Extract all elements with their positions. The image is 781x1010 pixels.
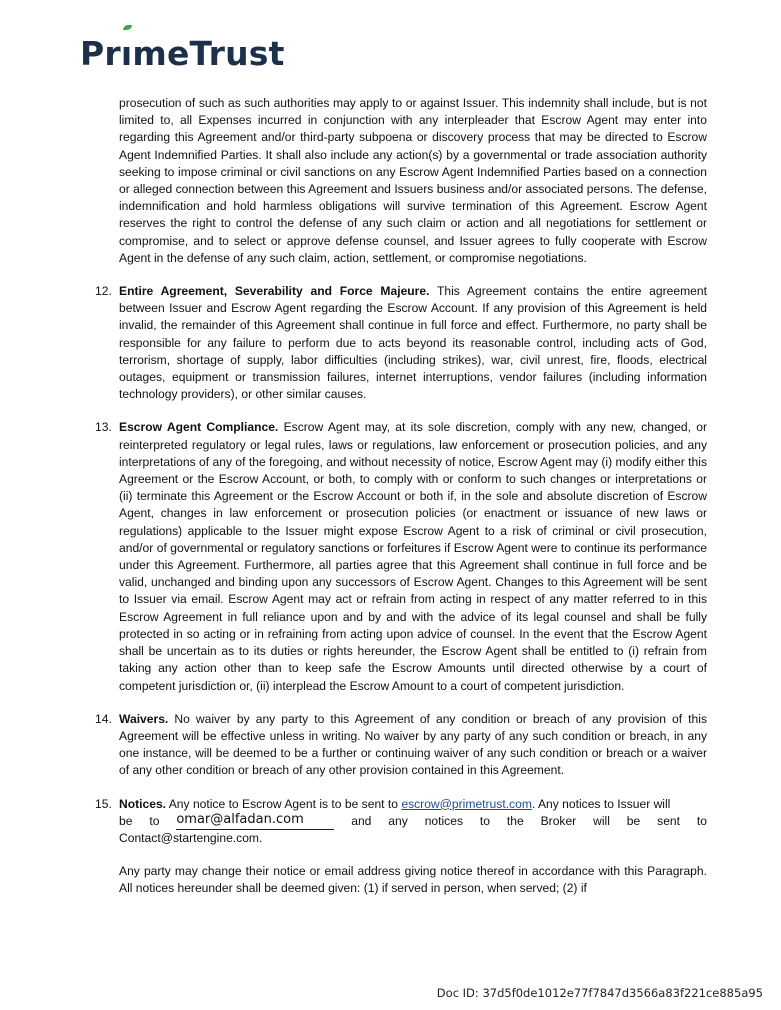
section-number: 13. — [95, 420, 112, 435]
issuer-email-field: omar@alfadan.com — [176, 813, 334, 830]
word: the — [506, 813, 524, 828]
word: sent — [657, 813, 680, 828]
continuation-paragraph: prosecution of such as such authorities may apply to or against Issuer. This indemnity shall include, but is not limited to, all Expenses incurred in conjunction with any interpleader that Escrow Agent may enter into regarding this Agreement and/or third-party subpoena or discovery process that may be directed to Escrow Agent Indemnified Parties. It shall also include any action(s) by a governmental or trade association authority seeking to impose criminal or civil sanctions on any Escrow Agent Indemnified Parties based on a connection or alleged connection between this Agreement and Issuers business and/or associated persons. The defense, indemnification and hold harmless obligations will survive termination of this Agreement. Escrow Agent reserves the right to control the defense of any such claim or action and all negotiations for settlement or compromise, and to select or approve defense counsel, and Issuer agrees to fully cooperate with Escrow Agent in the defense of any such claim, action, settlement, or compromise negotiations. — [119, 96, 707, 265]
section-number: 15. — [95, 796, 112, 811]
section-body — [119, 711, 707, 780]
word: and — [351, 813, 372, 828]
section-body — [119, 419, 707, 694]
word: will — [593, 813, 610, 828]
word: any — [388, 813, 408, 828]
section-body — [119, 283, 707, 403]
document-body — [95, 95, 707, 898]
section-text: Escrow Agent may, at its sole discretion, comply with any new, changed, or reinterpreted regulatory or legal rules, laws or regulations, law enforcement or prosecution policies, and any interpretations of any of the foregoing, and without necessity of notice, Escrow Agent may (i) modify either this Agreement or the Escrow Account, or both, to comply with or conform to such changes or interpretations or (ii) terminate this Agreement or the Escrow Account or both if, in the sole and absolute discretion of Escrow Agent, changes in law enforcement or prosecution policies (or enactment or issuance of new laws or regulations) applicable to the Issuer might expose Escrow Agent to a risk of criminal or civil prosecution, and/or of governmental or regulatory sanctions or forfeitures if Escrow Agent were to continue its performance under this Agreement. Furthermore, all parties agree that this Agreement shall continue in full force and be valid, unchanged and binding upon any successors of Escrow Agent. Changes to this Agreement will be sent to Issuer via email. Escrow Agent may act or refrain from acting in respect of any matter referred to in this Escrow Agreement in full reliance upon and by and with the advice of its legal counsel and shall be fully protected in so acting or in refraining from acting upon advice of counsel. In the event that the Escrow Agent shall be uncertain as to its duties or rights hereunder, the Escrow Agent shall be entitled to (i) refrain from taking any action other than to keep safe the Escrow Amounts until directed otherwise by a court of competent jurisdiction or, (ii) interplead the Escrow Amount to a court of competent jurisdiction. — [119, 420, 707, 693]
issuer-notice-row — [119, 813, 707, 830]
section-text: No waiver by any party to this Agreement of any condition or breach of any provision of this Agreement will be effective unless in writing. No waiver by any party of any such condition or breach, in any one instance, will be deemed to be a further or continuing waiver of any such condition or breach or a waiver of any other condition or breach of any other provision contained in this Agreement. — [119, 711, 707, 778]
logo-suffix: meTrust — [132, 34, 285, 73]
section-text-cont: . Any notices to Issuer will — [531, 796, 671, 811]
word: notices — [424, 813, 464, 828]
primetrust-logo — [80, 34, 285, 73]
section-text: This Agreement contains the entire agreement between Issuer and Escrow Agent regarding the Escrow Account. If any provision of this Agreement is held invalid, the remainder of this Agreement shall continue in full force and effect. Furthermore, no party shall be responsible for any failure to perform due to acts beyond its reasonable control, including acts of God, terrorism, shortage of supply, labor difficulties (including strikes), war, civil unrest, fire, floods, electrical outages, equipment or transmission failures, internet interruptions, vendor failures (including information technology providers), or other similar causes. — [119, 284, 707, 402]
section-13 — [95, 419, 707, 694]
change-notice-paragraph: Any party may change their notice or email address giving notice thereof in accordance with this Paragraph. All notices hereunder shall be deemed given: (1) if served in person, when served; (2) if — [119, 864, 707, 896]
section-number: 12. — [95, 284, 112, 299]
doc-id: Doc ID: 37d5f0de1012e77f7847d3566a83f221ce885a95 — [436, 986, 763, 1000]
section-text: Any notice to Escrow Agent is to be sent to — [166, 796, 402, 811]
broker-email: Contact@startengine.com. — [119, 830, 263, 845]
section-14 — [95, 711, 707, 780]
word: to — [479, 813, 490, 828]
logo-i: ı — [121, 34, 133, 73]
section-heading: Escrow Agent Compliance. — [119, 420, 279, 435]
section-number: 14. — [95, 711, 112, 726]
word: be — [119, 813, 133, 828]
section-12 — [95, 283, 707, 403]
section-heading: Entire Agreement, Severability and Force Majeure. — [119, 284, 430, 299]
escrow-email-link[interactable]: escrow@primetrust.com — [401, 796, 532, 811]
section-heading: Notices. — [119, 796, 167, 811]
word: be — [626, 813, 641, 828]
logo-prefix: Pr — [80, 34, 121, 73]
word: to — [149, 813, 160, 828]
section-heading: Waivers. — [119, 711, 169, 726]
section-15 — [95, 796, 707, 898]
word: Broker — [540, 813, 577, 828]
section-body — [119, 796, 707, 848]
word: to — [696, 813, 707, 828]
leaf-icon — [123, 25, 132, 30]
